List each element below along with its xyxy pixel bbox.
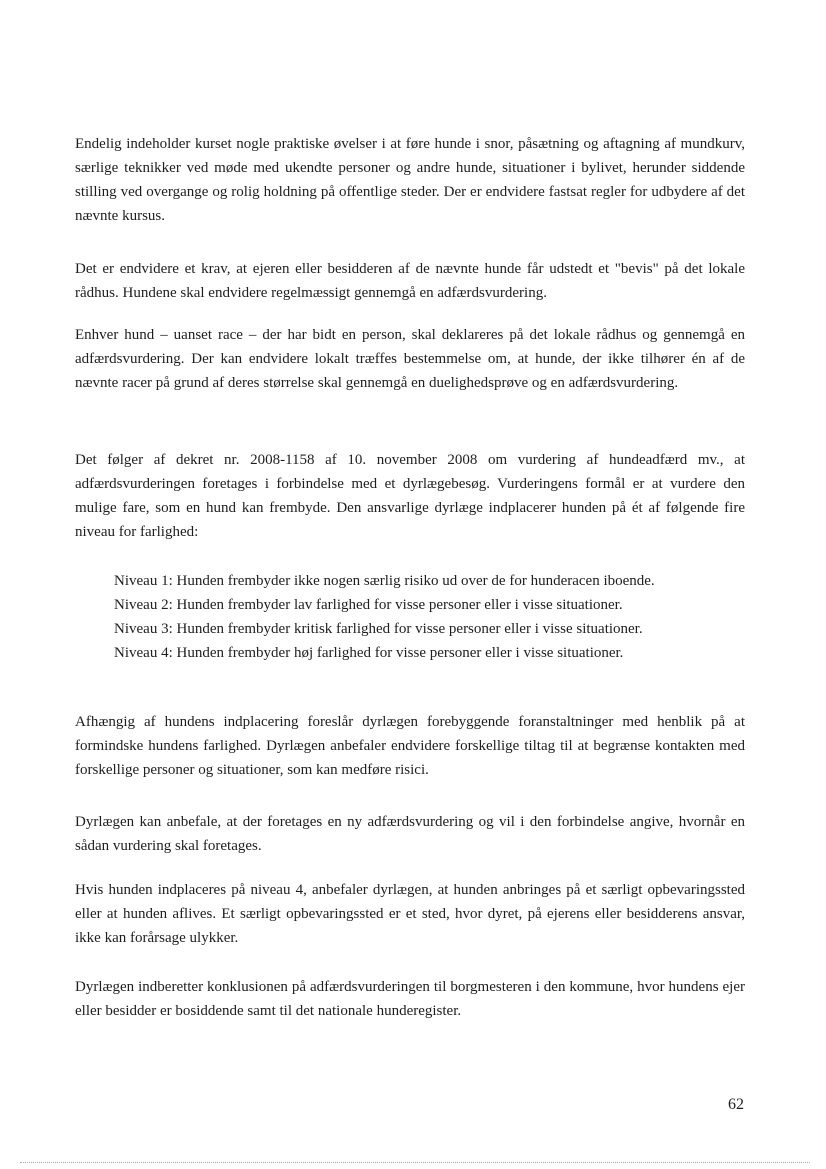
paragraph-certificate-requirement: Det er endvidere et krav, at ejeren eller besidderen af de nævnte hunde får udstedt et "bevis" på det lokale rådhus. Hundene skal endvidere regelmæssigt gennemgå en adfærdsvurdering. bbox=[75, 261, 745, 301]
danger-level-item: Niveau 1: Hunden frembyder ikke nogen særlig risiko ud over de for hunderacen iboende. bbox=[114, 573, 655, 589]
danger-level-item: Niveau 4: Hunden frembyder høj farlighed for visse personer eller i visse situationer. bbox=[114, 645, 624, 661]
danger-level-list bbox=[114, 569, 714, 665]
paragraph-decree-assessment: Det følger af dekret nr. 2008-1158 af 10. november 2008 om vurdering af hundeadfærd mv., at adfærdsvurderingen foretages i forbindelse med et dyrlægebesøg. Vurderingens formål er at vurdere den mulige fare, som en hund kan frembyde. Den ansvarlige dyrlæge indplacerer hunden på ét af følgende fire niveau for farlighed: bbox=[75, 452, 745, 540]
paragraph-reassessment: Dyrlægen kan anbefale, at der foretages en ny adfærdsvurdering og vil i den forbindelse angive, hvornår en sådan vurdering skal foretages. bbox=[75, 814, 745, 854]
page-number: 62 bbox=[728, 1096, 744, 1113]
scan-edge-divider bbox=[20, 1162, 810, 1163]
paragraph-level-four: Hvis hunden indplaceres på niveau 4, anbefaler dyrlægen, at hunden anbringes på et særligt opbevaringssted eller at hunden aflives. Et særligt opbevaringssted er et sted, hvor dyret, på ejerens eller besidderens ansvar, ikke kan forårsage ulykker. bbox=[75, 882, 745, 946]
paragraph-preventive-measures: Afhængig af hundens indplacering foreslår dyrlægen forebyggende foranstaltninger med henblik på at formindske hundens farlighed. Dyrlægen anbefaler endvidere forskellige tiltag til at begrænse kontakten med forskellige personer og situationer, som kan medføre risici. bbox=[75, 714, 745, 778]
paragraph-reporting: Dyrlægen indberetter konklusionen på adfærdsvurderingen til borgmesteren i den kommune, hvor hundens ejer eller besidder er bosiddende samt til det nationale hunderegister. bbox=[75, 979, 745, 1019]
paragraph-bite-declaration: Enhver hund – uanset race – der har bidt en person, skal deklareres på det lokale rådhus og gennemgå en adfærdsvurdering. Der kan endvidere lokalt træffes bestemmelse om, at hunde, der ikke tilhører én af de nævnte racer på grund af deres størrelse skal gennemgå en duelighedsprøve og en adfærdsvurdering. bbox=[75, 327, 745, 391]
danger-level-item: Niveau 3: Hunden frembyder kritisk farlighed for visse personer eller i visse situationer. bbox=[114, 621, 643, 637]
danger-level-item: Niveau 2: Hunden frembyder lav farlighed for visse personer eller i visse situationer. bbox=[114, 597, 623, 613]
paragraph-course-exercises: Endelig indeholder kurset nogle praktiske øvelser i at føre hunde i snor, påsætning og aftagning af mundkurv, særlige teknikker ved møde med ukendte personer og andre hunde, situationer i bylivet, herunder siddende stilling ved overgange og rolig holdning på offentlige steder. Der er endvidere fastsat regler for udbydere af det nævnte kursus. bbox=[75, 136, 745, 224]
